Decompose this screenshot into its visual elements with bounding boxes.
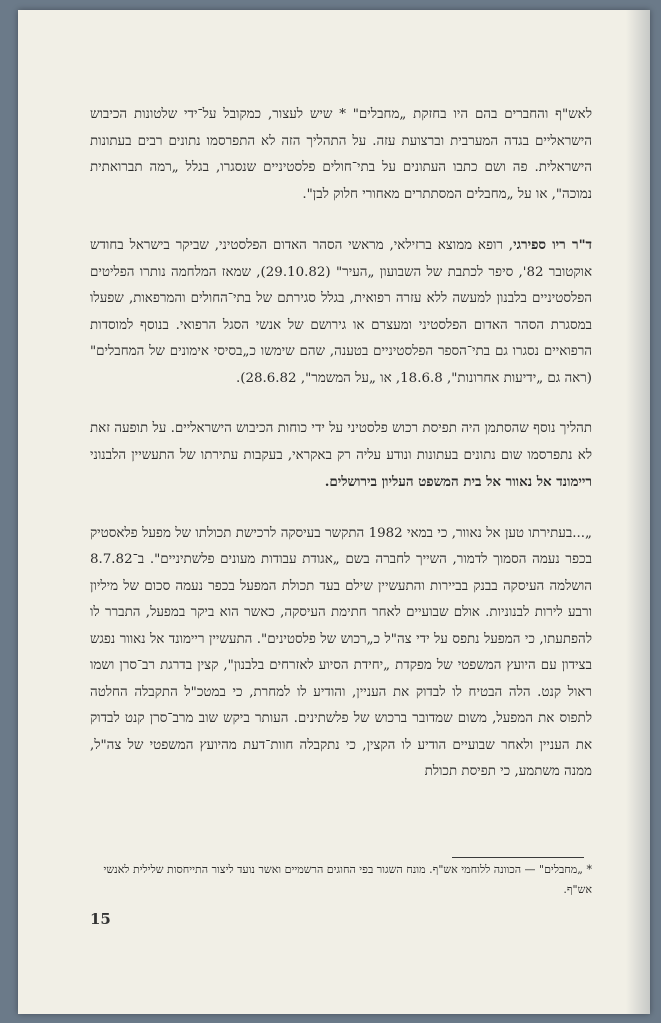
paragraph-2 [90,232,592,392]
paragraph-3-text: תהליך נוסף שהסתמן היה תפיסת רכוש פלסטיני על ידי כוחות הכיבוש הישראליים. על תופעה זאת לא נתפרסמו שום נתונים בעתונות ונודע עליה רק באקראי, בעקבות עתירתו של התעשיין הלבנוני [90,421,592,463]
footnote: * „מחבלים" — הכוונה ללוחמי אש"ף. מונח השגור בפי החוגים הרשמיים ואשר נועד ליצור התייחסות שלילית לאנשי אש"ף. [103,863,592,896]
footnote-divider [452,857,584,858]
paragraph-4-quote [90,521,592,786]
paragraph-2-text: , רופא ממוצא ברזילאי, מראשי הסהר האדום הפלסטיני, שביקר בישראל בחודש אוקטובר 82', סיפר לכתבת של השבועון „העיר" (29.10.82), שמאז המלחמה נותרו הפליטים הפלסטיניים בלבנון למעשה ללא עזרה רפואית, בגלל סגירתם של בתי־החולים והמרפאות, שפעלו במסגרת הסהר האדום הפלסטיני ומעצרם או גירושם של אנשי הסגל הרפואי. בנוסף למוסדות הרפואיים נסגרו גם בתי־הספר הפלסטיניים בטענה, שהם שימשו כ„בסיסי אימונים של המחבלים" (ראה גם „ידיעות אחרונות", 18.6.8, או „על המשמר", 28.6.82). [90,238,592,386]
paragraph-1-text: לאש"ף והחברים בהם היו בחזקת „מחבלים" * שיש לעצור, כמקובל על־ידי שלטונות הכיבוש הישראליים בגדה המערבית וברצועת עזה. על התהליך הזה לא התפרסמו נתונים רבים בעתונות הישראלית. פה ושם כתבו העתונים על בתי־חולים פלסטיניים שנסגרו, בגלל „רמה תברואתית נמוכה", או על „מחבלים המסתתרים מאחורי חלוק לבן". [90,107,592,202]
paragraph-3 [90,416,592,497]
paragraph-3-end: אל בית המשפט העליון בירושלים. [324,474,506,490]
book-page [18,10,650,1014]
author-name: ד"ר ריו ספירגי [513,237,592,253]
paragraph-4-text: „...בעתירתו טען אל נאוור, כי במאי 1982 התקשר בעיסקה לרכישת תכולתו של מפעל פלאסטיק בכפר נעמה הסמוך לדמור, השייך לחברה בשם „אגודת עבודות מעונים פלשתיניים". ב־8.7.82 הושלמה העיסקה בבנק בביירות והתעשיין שילם בעד תכולת המפעל בכפר נעמה סכום של מיליון ורבע לירות לבנוניות. אולם שבועיים לאחר חתימת העיסקה, כאשר הוא ביקר במפעל, התברר לו להפתעתו, כי המפעל נתפס על ידי צה"ל כ„רכוש של פלסטינים". התעשיין ריימונד אל נאוור נפגש בצידון עם היועץ המשפטי של מפקדת „יחידת הסיוע לאזרחים בלבנון", קצין בדרגת רב־סרן ושמו ראול קנט. הלה הבטיח לו לבדוק את העניין, והודיע לו למחרת, כי במטכ"ל התקבלה החלטה לתפוס את המפעל, משום שמדובר ברכוש של פלשתינים. העותר ביקש שוב מרב־סרן קנט לבדוק את העניין ולאחר שבועיים הודיע לו הקצין, כי נתקבלה חוות־דעת מהיועץ המשפטי של צה"ל, ממנה משתמע, כי תפיסת תכולת [90,525,592,779]
paragraph-1 [90,102,592,208]
body-text [90,102,592,810]
page-number: 15 [90,910,111,928]
industrialist-name: ריימונד אל נאוור [505,474,592,490]
